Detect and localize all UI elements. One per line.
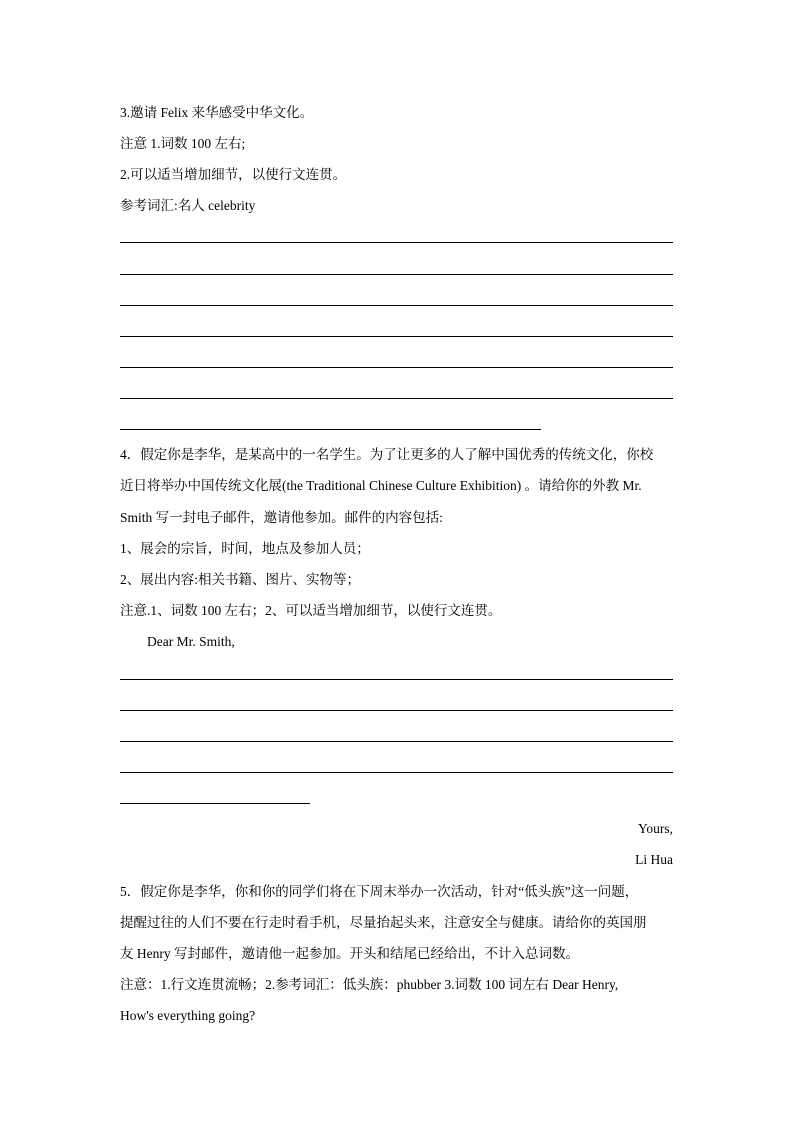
q3-item-3: 3.邀请 Felix 来华感受中华文化。 <box>120 105 314 120</box>
q3-note-2: 2.可以适当增加细节，以使行文连贯。 <box>120 167 347 182</box>
q4-prompt-line-2: 近日将举办中国传统文化展(the Traditional Chinese Culture Exhibition) 。请给你的外教 Mr. <box>120 478 642 493</box>
writing-line <box>120 679 673 680</box>
writing-line <box>120 274 673 275</box>
q4-prompt-line-1: 4．假定你是李华，是某高中的一名学生。为了让更多的人了解中国优秀的传统文化，你校 <box>120 447 654 462</box>
writing-line <box>120 336 673 337</box>
q5-note: 注意：1.行文连贯流畅；2.参考词汇：低头族：phubber 3.词数 100 词左右 Dear Henry, <box>120 977 619 992</box>
writing-line <box>120 305 673 306</box>
writing-line <box>120 710 673 711</box>
q4-content-2: 2、展出内容:相关书籍、图片、实物等； <box>120 572 361 587</box>
q4-greeting: Dear Mr. Smith, <box>147 634 235 649</box>
q3-vocab: 参考词汇:名人 celebrity <box>120 198 256 213</box>
writing-line <box>120 398 673 399</box>
q5-prompt-line-3: 友 Henry 写封邮件，邀请他一起参加。开头和结尾已经给出，不计入总词数。 <box>120 946 579 961</box>
q4-closing: Yours, <box>637 821 673 836</box>
q5-opening: How's everything going? <box>120 1008 256 1023</box>
writing-line <box>120 367 673 368</box>
q4-signature: Li Hua <box>635 852 673 867</box>
q3-note-1: 注意 1.词数 100 左右; <box>120 136 246 151</box>
q5-prompt-line-2: 提醒过往的人们不要在行走时看手机，尽量抬起头来，注意安全与健康。请给你的英国朋 <box>120 915 647 930</box>
writing-line <box>120 803 310 804</box>
q5-prompt-line-1: 5．假定你是李华，你和你的同学们将在下周末举办一次活动，针对“低头族”这一问题， <box>120 884 639 899</box>
q4-note: 注意.1、词数 100 左右；2、可以适当增加细节，以使行文连贯。 <box>120 603 502 618</box>
writing-line <box>120 772 673 773</box>
writing-line <box>120 741 673 742</box>
q4-prompt-line-3: Smith 写一封电子邮件，邀请他参加。邮件的内容包括: <box>120 510 443 525</box>
writing-line <box>120 242 673 243</box>
q4-content-1: 1、展会的宗旨，时间，地点及参加人员； <box>120 541 370 556</box>
writing-line <box>120 429 541 430</box>
